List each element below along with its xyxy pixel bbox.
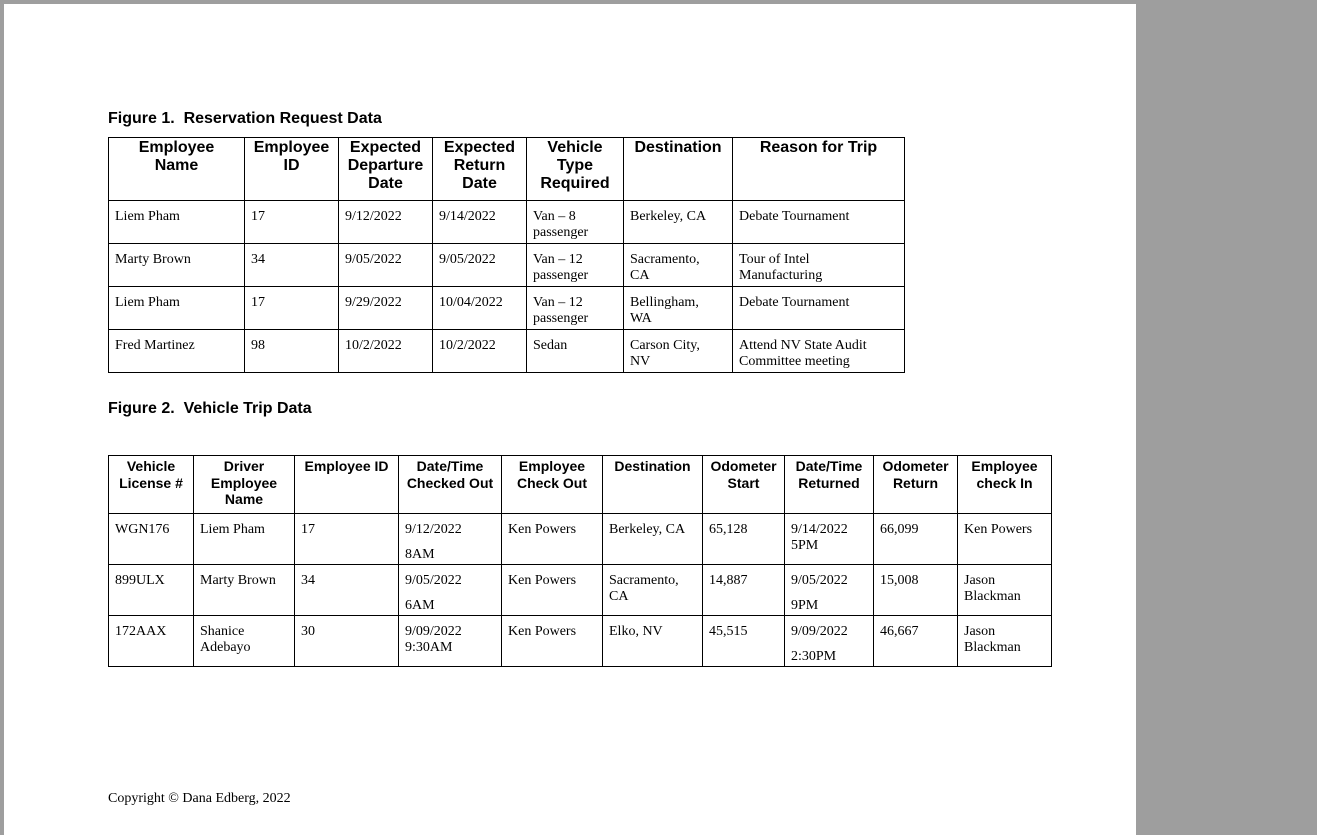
table-cell xyxy=(958,616,1052,667)
cell-text: Liem Pham xyxy=(200,522,265,537)
column-header-text: Start xyxy=(727,474,760,491)
column-header xyxy=(399,456,502,514)
table-cell xyxy=(874,565,958,616)
column-header xyxy=(433,138,527,201)
column-header xyxy=(245,138,339,201)
column-header xyxy=(874,456,958,514)
column-header-text: Employee xyxy=(210,474,278,491)
table-cell xyxy=(527,330,624,373)
table-cell xyxy=(109,244,245,287)
cell-text: Bellingham, xyxy=(630,295,699,310)
column-header-text: Departure xyxy=(347,157,424,174)
cell-text: Blackman xyxy=(964,640,1021,655)
cell-text: 9/09/2022 xyxy=(405,624,462,639)
column-header xyxy=(109,456,194,514)
cell-text: 30 xyxy=(301,624,315,639)
table-cell xyxy=(603,514,703,565)
cell-text: Manufacturing xyxy=(739,268,823,283)
cell-text: Marty Brown xyxy=(115,252,191,267)
table-cell xyxy=(295,616,399,667)
table-cell xyxy=(624,330,733,373)
cell-text: 9/05/2022 xyxy=(405,573,462,588)
column-header xyxy=(733,138,905,201)
cell-text: passenger xyxy=(533,311,589,326)
cell-text: WA xyxy=(630,311,652,326)
table-cell xyxy=(109,330,245,373)
cell-text: Marty Brown xyxy=(200,573,276,588)
cell-text: Sacramento, xyxy=(609,573,679,588)
cell-text: 9/05/2022 xyxy=(345,252,402,267)
column-header xyxy=(624,138,733,201)
table-cell xyxy=(624,244,733,287)
column-header-text: Reason for Trip xyxy=(759,139,878,156)
table-cell xyxy=(603,616,703,667)
table-cell xyxy=(624,287,733,330)
table-row xyxy=(109,244,905,287)
table-cell xyxy=(109,201,245,244)
cell-text: 899ULX xyxy=(115,573,165,588)
table-cell xyxy=(295,565,399,616)
reservation-request-table xyxy=(108,137,905,373)
cell-text: Sedan xyxy=(533,338,568,353)
column-header-text: Expected xyxy=(443,139,516,156)
column-header-text: Check Out xyxy=(516,474,587,491)
table-cell xyxy=(399,616,502,667)
cell-text: Shanice xyxy=(200,624,245,639)
column-header-text: Checked Out xyxy=(406,474,494,491)
table-cell xyxy=(703,514,785,565)
column-header-text: Date xyxy=(368,175,403,192)
table-header-row xyxy=(109,138,905,201)
table-cell xyxy=(245,201,339,244)
column-header-text: Employee xyxy=(971,458,1038,474)
table-cell xyxy=(502,565,603,616)
cell-text: Liem Pham xyxy=(115,209,180,224)
table-row xyxy=(109,330,905,373)
vehicle-trip-table xyxy=(108,455,1052,667)
cell-text: CA xyxy=(630,268,650,283)
table-row xyxy=(109,565,1052,616)
cell-text: 17 xyxy=(301,522,315,537)
column-header xyxy=(194,456,295,514)
cell-text: WGN176 xyxy=(115,522,170,537)
cell-text: 46,667 xyxy=(880,624,919,639)
column-header-text: Expected xyxy=(349,139,422,156)
table-cell xyxy=(339,287,433,330)
cell-text: NV xyxy=(630,354,651,369)
table-cell xyxy=(399,565,502,616)
table-cell xyxy=(958,565,1052,616)
cell-text: Adebayo xyxy=(200,640,251,655)
cell-text: Committee meeting xyxy=(739,354,850,369)
cell-text: 172AAX xyxy=(115,624,167,639)
table-cell xyxy=(502,616,603,667)
cell-text: 34 xyxy=(251,252,265,267)
cell-text: 9/05/2022 xyxy=(791,573,848,588)
column-header-text: Employee ID xyxy=(304,458,389,474)
column-header xyxy=(502,456,603,514)
table-cell xyxy=(527,287,624,330)
cell-text: 15,008 xyxy=(880,573,919,588)
table-cell xyxy=(502,514,603,565)
table-cell xyxy=(733,201,905,244)
cell-text: Berkeley, CA xyxy=(630,209,707,224)
column-header-text: Required xyxy=(540,175,610,192)
column-header-text: Vehicle xyxy=(126,458,176,474)
cell-text: 8AM xyxy=(405,547,435,562)
table-cell xyxy=(733,244,905,287)
column-header xyxy=(339,138,433,201)
column-header-text: Employee xyxy=(518,458,586,474)
figure-2-title: Figure 2. Vehicle Trip Data xyxy=(108,400,312,417)
table-cell xyxy=(109,565,194,616)
cell-text: 14,887 xyxy=(709,573,748,588)
cell-text: 10/2/2022 xyxy=(345,338,402,353)
column-header-text: Driver xyxy=(223,458,265,474)
cell-text: Van – 12 xyxy=(533,252,583,267)
table-cell xyxy=(958,514,1052,565)
column-header-text: Vehicle xyxy=(547,139,603,156)
cell-text: 2:30PM xyxy=(791,649,837,664)
table-cell xyxy=(339,201,433,244)
column-header-text: Return xyxy=(892,474,939,491)
cell-text: 66,099 xyxy=(880,522,919,537)
cell-text: Ken Powers xyxy=(508,624,577,639)
cell-text: Sacramento, xyxy=(630,252,700,267)
cell-text: 17 xyxy=(251,295,265,310)
cell-text: Liem Pham xyxy=(115,295,180,310)
cell-text: 6AM xyxy=(405,598,435,613)
table-cell xyxy=(785,565,874,616)
cell-text: passenger xyxy=(533,268,589,283)
table-row xyxy=(109,201,905,244)
column-header xyxy=(109,138,245,201)
cell-text: Elko, NV xyxy=(609,624,663,639)
table-cell xyxy=(874,616,958,667)
table-cell xyxy=(703,565,785,616)
table-row xyxy=(109,514,1052,565)
table-cell xyxy=(527,201,624,244)
cell-text: Attend NV State Audit xyxy=(739,338,867,353)
copyright-notice: Copyright © Dana Edberg, 2022 xyxy=(108,791,291,806)
column-header-text: Return xyxy=(453,157,506,174)
figure-1-title: Figure 1. Reservation Request Data xyxy=(108,110,382,127)
table-cell xyxy=(527,244,624,287)
table-cell xyxy=(109,616,194,667)
table-cell xyxy=(245,330,339,373)
cell-text: 10/04/2022 xyxy=(439,295,503,310)
column-header-text: Employee xyxy=(138,139,215,156)
column-header-text: Employee xyxy=(253,139,330,156)
table-cell xyxy=(733,287,905,330)
cell-text: passenger xyxy=(533,225,589,240)
cell-text: Van – 8 xyxy=(533,209,576,224)
column-header xyxy=(527,138,624,201)
cell-text: 9/12/2022 xyxy=(405,522,462,537)
cell-text: Ken Powers xyxy=(964,522,1033,537)
table-cell xyxy=(433,201,527,244)
column-header-text: Date xyxy=(462,175,497,192)
column-header-text: Date/Time xyxy=(416,458,484,474)
document-page xyxy=(4,4,1136,835)
cell-text: Debate Tournament xyxy=(739,209,850,224)
cell-text: 9/09/2022 xyxy=(791,624,848,639)
cell-text: 34 xyxy=(301,573,315,588)
cell-text: 9:30AM xyxy=(405,640,453,655)
column-header xyxy=(785,456,874,514)
cell-text: 9/05/2022 xyxy=(439,252,496,267)
table-cell xyxy=(433,244,527,287)
column-header-text: Type xyxy=(556,157,594,174)
column-header-text: check In xyxy=(976,474,1033,491)
column-header-text: ID xyxy=(283,157,300,174)
column-header xyxy=(703,456,785,514)
table-cell xyxy=(433,287,527,330)
table-cell xyxy=(194,616,295,667)
cell-text: Carson City, xyxy=(630,338,700,353)
cell-text: Jason xyxy=(964,624,996,639)
table-row xyxy=(109,287,905,330)
cell-text: 45,515 xyxy=(709,624,748,639)
table-cell xyxy=(194,565,295,616)
cell-text: Tour of Intel xyxy=(739,252,810,267)
cell-text: 17 xyxy=(251,209,265,224)
cell-text: 9PM xyxy=(791,598,819,613)
cell-text: Debate Tournament xyxy=(739,295,850,310)
column-header-text: Destination xyxy=(634,139,722,156)
column-header-text: Returned xyxy=(798,474,860,491)
table-row xyxy=(109,616,1052,667)
column-header-text: Destination xyxy=(614,458,691,474)
cell-text: CA xyxy=(609,589,629,604)
column-header-text: Odometer xyxy=(710,458,777,474)
cell-text: 65,128 xyxy=(709,522,748,537)
cell-text: Blackman xyxy=(964,589,1021,604)
cell-text: Van – 12 xyxy=(533,295,583,310)
table-cell xyxy=(624,201,733,244)
table-cell xyxy=(603,565,703,616)
table-cell xyxy=(245,244,339,287)
table-cell xyxy=(109,514,194,565)
column-header-text: License # xyxy=(119,474,183,491)
column-header xyxy=(295,456,399,514)
column-header xyxy=(958,456,1052,514)
cell-text: 9/12/2022 xyxy=(345,209,402,224)
column-header-text: Name xyxy=(224,491,264,507)
table-cell xyxy=(433,330,527,373)
table-cell xyxy=(339,244,433,287)
table-cell xyxy=(194,514,295,565)
cell-text: Jason xyxy=(964,573,996,588)
table-cell xyxy=(245,287,339,330)
cell-text: 10/2/2022 xyxy=(439,338,496,353)
cell-text: Ken Powers xyxy=(508,573,577,588)
column-header-text: Odometer xyxy=(882,458,949,474)
cell-text: Ken Powers xyxy=(508,522,577,537)
table-cell xyxy=(339,330,433,373)
cell-text: 5PM xyxy=(791,538,819,553)
cell-text: Berkeley, CA xyxy=(609,522,686,537)
table-cell xyxy=(703,616,785,667)
cell-text: 98 xyxy=(251,338,265,353)
column-header-text: Date/Time xyxy=(795,458,863,474)
table-cell xyxy=(295,514,399,565)
table-cell xyxy=(733,330,905,373)
table-header-row xyxy=(109,456,1052,514)
cell-text: Fred Martinez xyxy=(115,338,195,353)
cell-text: 9/14/2022 xyxy=(791,522,848,537)
column-header xyxy=(603,456,703,514)
table-cell xyxy=(109,287,245,330)
table-cell xyxy=(399,514,502,565)
table-cell xyxy=(874,514,958,565)
column-header-text: Name xyxy=(154,157,199,174)
table-cell xyxy=(785,514,874,565)
cell-text: 9/29/2022 xyxy=(345,295,402,310)
table-cell xyxy=(785,616,874,667)
cell-text: 9/14/2022 xyxy=(439,209,496,224)
